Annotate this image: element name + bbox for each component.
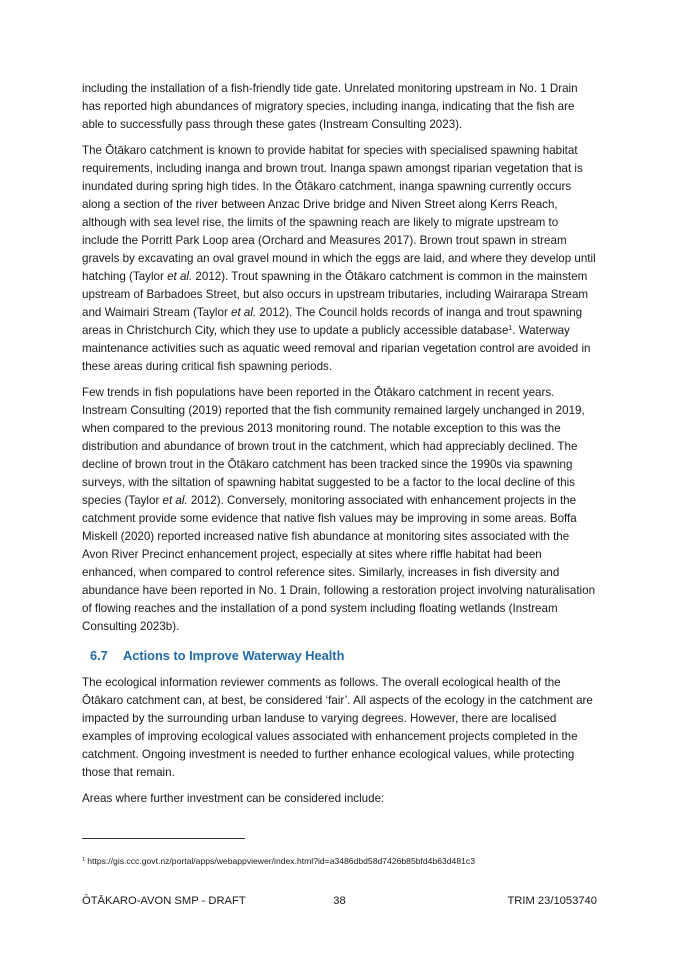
et-al-italic: et al. — [162, 494, 188, 507]
et-al-italic: et al. — [231, 306, 257, 319]
text-run: 2012). Conversely, monitoring associated with enhancement projects in the catchment provide some evidence that native fish values may be improving in some areas. Boffa Miskell (2020) reported increased native fish abundance at monitoring sites associated with the Avon River Precinct enhancement project, especially at sites where riffle habitat had been enhanced, when compared to control reference sites. Similarly, increases in fish diversity and abundance have been reported in No. 1 Drain, following a restoration project involving naturalisation of flowing reaches and the installation of a pond system including floating wetlands (Instream Consulting 2023b). — [82, 494, 596, 633]
paragraph-tide-gate — [82, 80, 597, 134]
footer-page-number: 38 — [333, 895, 346, 907]
text-run: The Ōtākaro catchment is known to provide habitat for species with specialised spawning habitat requirements, including inanga and brown trout. Inanga spawn amongst riparian vegetation that is inundated during spring high tides. In the Ōtākaro catchment, inanga spawning currently occurs along a section of the river between Anzac Drive bridge and Niven Street along Kerrs Reach, although with sea level rise, the limits of the spawning reach are likely to migrate upstream to include the Porritt Park Loop area (Orchard and Measures 2017). Brown trout spawn in stream gravels by excavating an oval gravel mound in which the eggs are laid, and where they develop until hatching (Taylor — [82, 144, 596, 283]
footnote-divider — [82, 838, 245, 839]
footnote — [82, 855, 602, 867]
footnote-reference[interactable]: 1 — [508, 325, 513, 333]
text-run: 2012). Trout spawning in the Ōtākaro catchment is common in the mainstem upstream of Barbadoes Street, but also occurs in upstream tributaries, including Wairarapa Stream and Waimairi Stream (Taylor — [82, 270, 589, 319]
section-title: Actions to Improve Waterway Health — [123, 648, 345, 663]
text-run: 2012). The Council holds records of inanga and trout spawning areas in Christchurch City, which they use to update a publicly accessible database — [82, 306, 583, 337]
paragraph-fish-trends — [82, 384, 597, 636]
footnote-marker: 1 — [82, 857, 85, 864]
paragraph-text: Areas where further investment can be considered include: — [82, 792, 385, 805]
et-al-italic: et al. — [167, 270, 193, 283]
page-footer — [82, 893, 597, 909]
paragraph-spawning-habitat — [82, 142, 597, 376]
paragraph-investment-intro — [82, 790, 597, 808]
footnote-url[interactable]: https://gis.ccc.govt.nz/portal/apps/webappviewer/index.html?id=a3486dbd58d7426b85bfd4b63d481c3 — [84, 856, 475, 866]
paragraph-text: including the installation of a fish-friendly tide gate. Unrelated monitoring upstream in No. 1 Drain has reported high abundances of migratory species, including inanga, indicating that the fish are able to successfully pass through these gates (Instream Consulting 2023). — [82, 82, 578, 131]
text-run: Few trends in fish populations have been reported in the Ōtākaro catchment in recent years. Instream Consulting (2019) reported that the fish community remained largely unchanged in 2019, when compared to the previous 2013 monitoring round. The notable exception to this was the distribution and abundance of brown trout in the catchment, which had appreciably declined. The decline of brown trout in the Ōtākaro catchment has been tracked since the 1990s via spawning surveys, with the siltation of spawning habitat suggested to be a factor to the local decline of this species (Taylor — [82, 386, 585, 507]
footer-trim-reference: TRIM 23/1053740 — [507, 895, 597, 907]
footer-document-title: ŌTĀKARO-AVON SMP - DRAFT — [82, 895, 246, 907]
text-run: . Waterway maintenance activities such as aquatic weed removal and riparian vegetation control are avoided in these areas during critical fish spawning periods. — [82, 324, 591, 373]
section-heading — [90, 646, 344, 666]
paragraph-text: The ecological information reviewer comments as follows. The overall ecological health of the Ōtākaro catchment can, at best, be considered ‘fair’. All aspects of the ecology in the catchment are impacted by the surrounding urban landuse to varying degrees. However, there are localised examples of improving ecological values associated with enhancement projects completed in the catchment. Ongoing investment is needed to further enhance ecological values, while protecting those that remain. — [82, 676, 593, 779]
paragraph-reviewer-comments — [82, 674, 597, 782]
section-number: 6.7 — [90, 648, 108, 663]
